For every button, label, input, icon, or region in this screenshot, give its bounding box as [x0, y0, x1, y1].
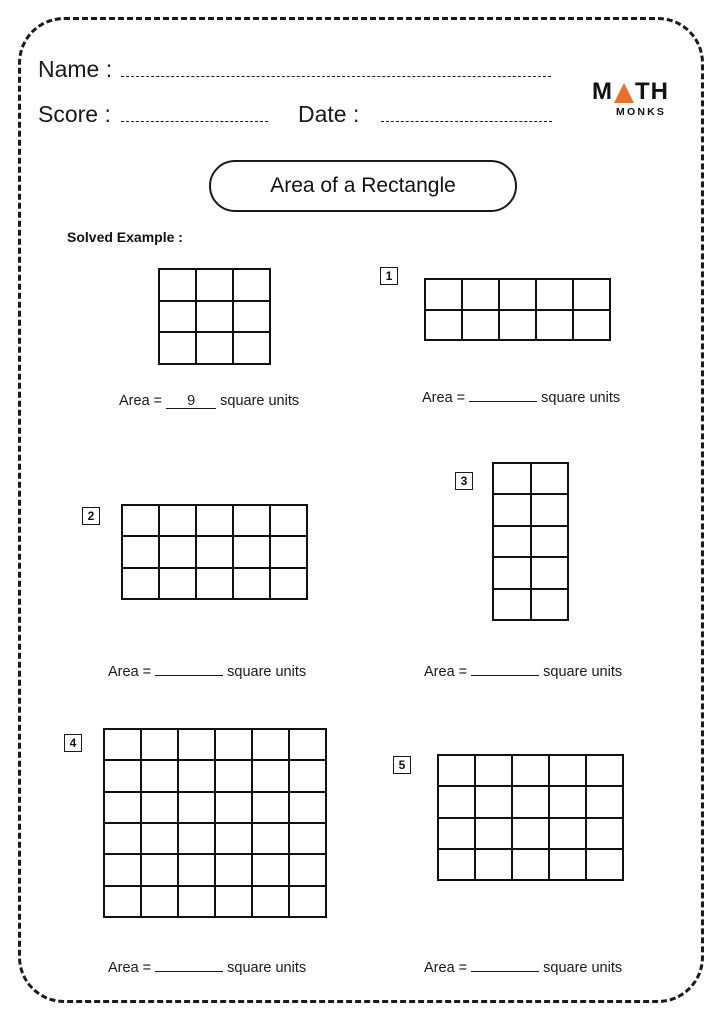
unit-square [425, 279, 462, 310]
grid-row [122, 505, 307, 536]
unit-square [215, 792, 252, 823]
unit-square [178, 792, 215, 823]
worksheet-title-text: Area of a Rectangle [270, 174, 456, 197]
area-units: square units [227, 960, 307, 976]
unit-square [475, 755, 512, 786]
unit-square [531, 589, 569, 620]
unit-square [233, 505, 270, 536]
problem-grid-3 [492, 462, 569, 621]
answer-blank-5[interactable] [471, 971, 539, 972]
unit-square [215, 854, 252, 885]
logo-subtitle: MONKS [616, 106, 667, 118]
unit-square [252, 854, 289, 885]
date-label: Date : [298, 101, 360, 127]
grid-row [493, 557, 568, 588]
unit-square [536, 279, 573, 310]
grid-row [104, 823, 326, 854]
problem-grid-2 [121, 504, 308, 600]
problem-area-line-2 [108, 664, 306, 680]
area-label: Area = [422, 390, 466, 406]
unit-square [141, 823, 178, 854]
unit-square [141, 729, 178, 760]
unit-square [462, 310, 499, 341]
unit-square [215, 729, 252, 760]
unit-square [536, 310, 573, 341]
grid-row [159, 269, 270, 301]
area-label: Area = [108, 664, 152, 680]
unit-square [512, 786, 549, 817]
unit-square [573, 310, 610, 341]
unit-square [104, 729, 141, 760]
grid-row [493, 589, 568, 620]
unit-square [586, 818, 623, 849]
problem-number-1: 1 [380, 267, 398, 285]
grid-row [104, 886, 326, 917]
unit-square [178, 886, 215, 917]
grid-row [104, 760, 326, 791]
example-grid [158, 268, 271, 365]
unit-square [233, 269, 270, 301]
unit-square [289, 854, 326, 885]
unit-square [178, 729, 215, 760]
unit-square [215, 823, 252, 854]
unit-square [104, 792, 141, 823]
unit-square [425, 310, 462, 341]
unit-square [531, 494, 569, 525]
date-line [381, 121, 552, 122]
area-units: square units [543, 960, 623, 976]
unit-square [196, 269, 233, 301]
unit-square [531, 463, 569, 494]
grid-row [159, 332, 270, 364]
problem-area-line-5 [424, 960, 622, 976]
unit-square [512, 849, 549, 880]
unit-square [531, 557, 569, 588]
unit-square [178, 854, 215, 885]
answer-blank-4[interactable] [155, 971, 223, 972]
logo-word-right: TH [635, 78, 669, 105]
unit-square [493, 494, 531, 525]
unit-square [252, 792, 289, 823]
area-label: Area = [119, 393, 163, 409]
unit-square [196, 568, 233, 599]
unit-square [499, 279, 536, 310]
unit-square [493, 557, 531, 588]
unit-square [586, 755, 623, 786]
unit-square [141, 886, 178, 917]
unit-square [493, 463, 531, 494]
unit-square [159, 301, 196, 333]
example-answer: 9 [166, 394, 216, 409]
unit-square [252, 823, 289, 854]
unit-square [462, 279, 499, 310]
unit-square [493, 526, 531, 557]
unit-square [159, 269, 196, 301]
area-units: square units [543, 664, 623, 680]
unit-square [159, 536, 196, 567]
name-label: Name : [38, 56, 113, 82]
unit-square [252, 760, 289, 791]
unit-square [141, 792, 178, 823]
unit-square [104, 886, 141, 917]
problem-grid-4 [103, 728, 327, 918]
unit-square [475, 786, 512, 817]
unit-square [475, 818, 512, 849]
answer-blank-2[interactable] [155, 675, 223, 676]
unit-square [289, 760, 326, 791]
problem-area-line-1 [422, 390, 620, 406]
unit-square [215, 760, 252, 791]
unit-square [159, 505, 196, 536]
solved-example-label: Solved Example : [67, 229, 183, 245]
problem-grid-1 [424, 278, 611, 341]
unit-square [104, 823, 141, 854]
unit-square [438, 755, 475, 786]
problem-number-2: 2 [82, 507, 100, 525]
unit-square [141, 760, 178, 791]
grid-row [493, 463, 568, 494]
problem-area-line-3 [424, 664, 622, 680]
unit-square [252, 729, 289, 760]
grid-row [159, 301, 270, 333]
unit-square [233, 332, 270, 364]
grid-row [104, 729, 326, 760]
unit-square [531, 526, 569, 557]
problem-number-4: 4 [64, 734, 82, 752]
unit-square [289, 886, 326, 917]
logo-triangle-icon [614, 83, 634, 103]
unit-square [549, 786, 586, 817]
unit-square [493, 589, 531, 620]
unit-square [289, 823, 326, 854]
area-units: square units [541, 390, 621, 406]
name-line [121, 76, 551, 77]
unit-square [159, 568, 196, 599]
grid-row [438, 786, 623, 817]
unit-square [438, 786, 475, 817]
unit-square [104, 760, 141, 791]
unit-square [512, 818, 549, 849]
example-area-line [119, 393, 299, 409]
problem-number-3: 3 [455, 472, 473, 490]
unit-square [549, 849, 586, 880]
unit-square [233, 536, 270, 567]
grid-row [104, 792, 326, 823]
area-label: Area = [424, 960, 468, 976]
unit-square [178, 823, 215, 854]
unit-square [586, 849, 623, 880]
logo-word-left: M [592, 78, 613, 105]
unit-square [233, 568, 270, 599]
unit-square [178, 760, 215, 791]
unit-square [438, 818, 475, 849]
area-label: Area = [108, 960, 152, 976]
unit-square [215, 886, 252, 917]
unit-square [159, 332, 196, 364]
grid-row [438, 818, 623, 849]
problem-grid-5 [437, 754, 624, 881]
unit-square [252, 886, 289, 917]
unit-square [573, 279, 610, 310]
grid-row [425, 310, 610, 341]
unit-square [549, 818, 586, 849]
grid-row [425, 279, 610, 310]
area-label: Area = [424, 664, 468, 680]
area-units: square units [227, 664, 307, 680]
unit-square [196, 536, 233, 567]
worksheet-title [209, 160, 517, 212]
unit-square [475, 849, 512, 880]
grid-row [493, 526, 568, 557]
grid-row [122, 568, 307, 599]
unit-square [270, 505, 307, 536]
unit-square [196, 301, 233, 333]
score-line [121, 121, 268, 122]
grid-row [493, 494, 568, 525]
area-units: square units [220, 393, 300, 409]
unit-square [512, 755, 549, 786]
grid-row [104, 854, 326, 885]
unit-square [289, 729, 326, 760]
unit-square [438, 849, 475, 880]
grid-row [122, 536, 307, 567]
answer-blank-3[interactable] [471, 675, 539, 676]
answer-blank-1[interactable] [469, 401, 537, 402]
unit-square [141, 854, 178, 885]
unit-square [289, 792, 326, 823]
grid-row [438, 849, 623, 880]
unit-square [270, 536, 307, 567]
unit-square [122, 505, 159, 536]
problem-number-5: 5 [393, 756, 411, 774]
grid-row [438, 755, 623, 786]
problem-area-line-4 [108, 960, 306, 976]
unit-square [196, 332, 233, 364]
unit-square [104, 854, 141, 885]
unit-square [549, 755, 586, 786]
unit-square [270, 568, 307, 599]
unit-square [196, 505, 233, 536]
unit-square [586, 786, 623, 817]
unit-square [122, 568, 159, 599]
math-monks-logo [592, 80, 672, 118]
score-label: Score : [38, 101, 111, 127]
unit-square [122, 536, 159, 567]
unit-square [233, 301, 270, 333]
unit-square [499, 310, 536, 341]
